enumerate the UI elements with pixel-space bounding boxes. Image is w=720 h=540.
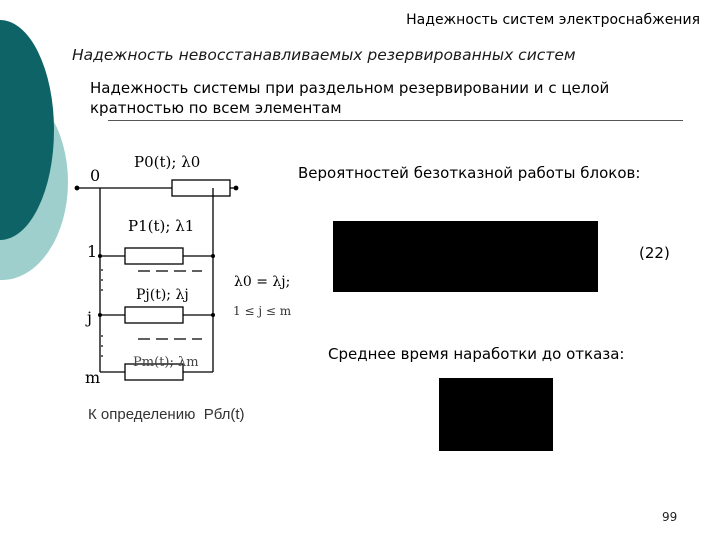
element-0-label: P0(t); λ0 xyxy=(134,153,201,171)
header-title: Надежность систем электроснабжения xyxy=(406,12,700,28)
definition-text: К определению xyxy=(88,406,196,423)
probability-label: Вероятностей безотказной работы блоков: xyxy=(298,164,641,182)
terminal-left xyxy=(75,186,80,191)
condition-range: 1 ≤ j ≤ m xyxy=(233,304,292,318)
row-label-1: 1 xyxy=(87,242,98,261)
element-m-label: Pm(t); λm xyxy=(133,355,199,370)
element-1-block xyxy=(125,248,183,264)
formula-image-2 xyxy=(439,378,553,451)
element-0-block xyxy=(172,180,230,196)
definition-symbol: Pбл(t) xyxy=(203,406,245,423)
element-1-label: P1(t); λ1 xyxy=(128,217,195,235)
element-j-label: Pj(t); λj xyxy=(136,287,189,303)
terminal-right xyxy=(234,186,239,191)
mtbf-label: Среднее время наработки до отказа: xyxy=(328,345,625,363)
slide-heading: Надежность системы при раздельном резервировании и с целой кратностью по всем элементам xyxy=(90,79,610,117)
page-number: 99 xyxy=(662,510,678,524)
condition-equal: λ0 = λj; xyxy=(234,274,291,290)
row-label-0: 0 xyxy=(90,166,101,185)
definition-label xyxy=(88,406,245,423)
slide-subtitle: Надежность невосстанавливаемых резервированных систем xyxy=(72,46,576,64)
heading-underline xyxy=(108,120,683,121)
element-j-block xyxy=(125,307,183,323)
formula-image-1 xyxy=(333,221,598,292)
equation-number: (22) xyxy=(639,244,670,262)
row-label-j: j xyxy=(87,308,92,327)
row-label-m: m xyxy=(85,368,101,387)
